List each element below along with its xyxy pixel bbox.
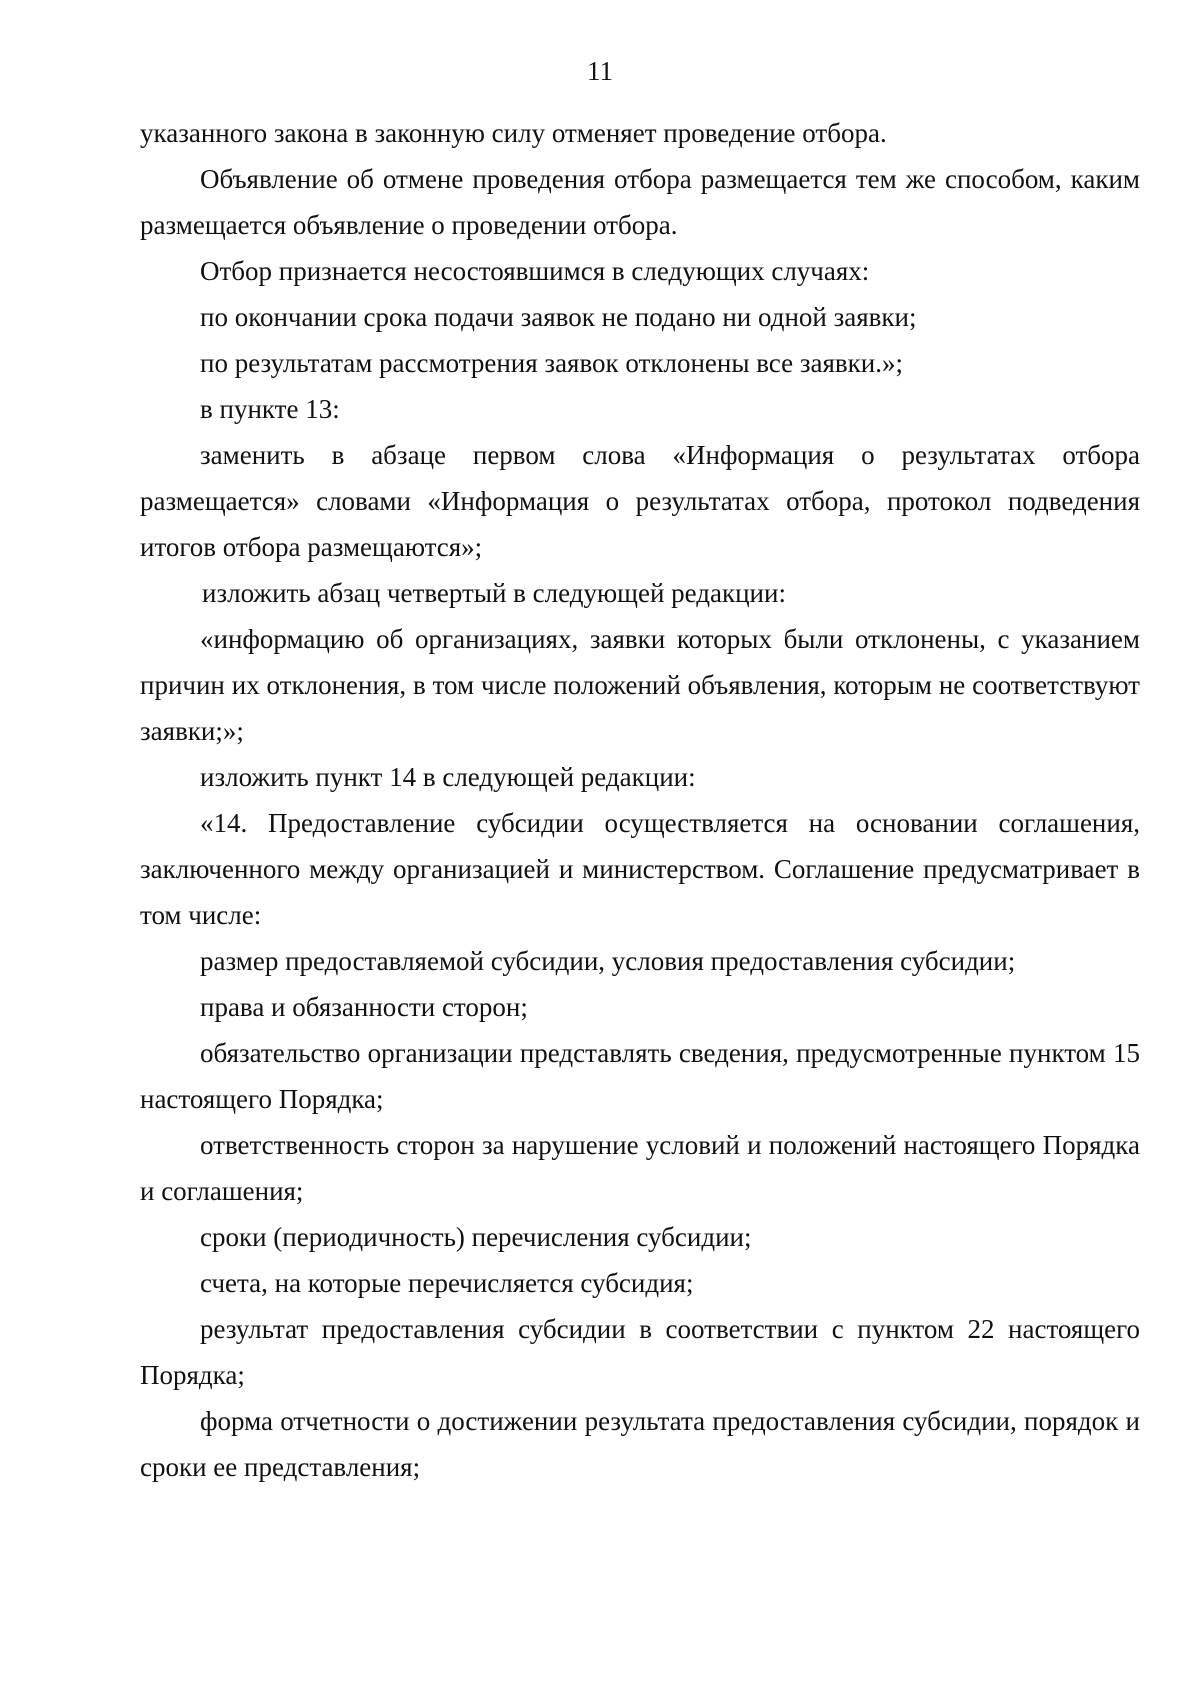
paragraph-7: заменить в абзаце первом слова «Информация о результатах отбора размещается» словами «Информация о результатах отбора, протокол подведения итогов отбора размещаются»; bbox=[140, 440, 1140, 562]
paragraph-10: изложить пункт 14 в следующей редакции: bbox=[200, 762, 696, 792]
paragraph-8: изложить абзац четвертый в следующей редакции: bbox=[202, 578, 786, 608]
paragraph-2: Объявление об отмене проведения отбора размещается тем же способом, каким размещается объявление о проведении отбора. bbox=[140, 164, 1140, 240]
paragraph-15: ответственность сторон за нарушение условий и положений настоящего Порядка и соглашения; bbox=[140, 1130, 1140, 1206]
paragraph-3: Отбор признается несостоявшимся в следующих случаях: bbox=[200, 256, 870, 286]
paragraph-9: «информацию об организациях, заявки которых были отклонены, с указанием причин их отклонения, в том числе положений объявления, которым не соответствуют заявки;»; bbox=[140, 624, 1140, 746]
paragraph-5: по результатам рассмотрения заявок отклонены все заявки.»; bbox=[200, 348, 903, 378]
document-body bbox=[140, 110, 1140, 1490]
page-number: 11 bbox=[587, 56, 613, 86]
paragraph-6: в пункте 13: bbox=[200, 394, 340, 424]
paragraph-13: права и обязанности сторон; bbox=[200, 992, 528, 1022]
paragraph-16: сроки (периодичность) перечисления субсидии; bbox=[200, 1222, 752, 1252]
paragraph-19: форма отчетности о достижении результата предоставления субсидии, порядок и сроки ее представления; bbox=[140, 1406, 1140, 1482]
paragraph-18: результат предоставления субсидии в соответствии с пунктом 22 настоящего Порядка; bbox=[140, 1314, 1140, 1390]
paragraph-17: счета, на которые перечисляется субсидия; bbox=[200, 1268, 694, 1298]
paragraph-14: обязательство организации представлять сведения, предусмотренные пунктом 15 настоящего Порядка; bbox=[140, 1038, 1140, 1114]
paragraph-11: «14. Предоставление субсидии осуществляется на основании соглашения, заключенного между организацией и министерством. Соглашение предусматривает в том числе: bbox=[140, 808, 1140, 930]
paragraph-1: указанного закона в законную силу отменяет проведение отбора. bbox=[140, 118, 887, 148]
paragraph-4: по окончании срока подачи заявок не подано ни одной заявки; bbox=[200, 302, 917, 332]
paragraph-12: размер предоставляемой субсидии, условия предоставления субсидии; bbox=[200, 946, 1016, 976]
